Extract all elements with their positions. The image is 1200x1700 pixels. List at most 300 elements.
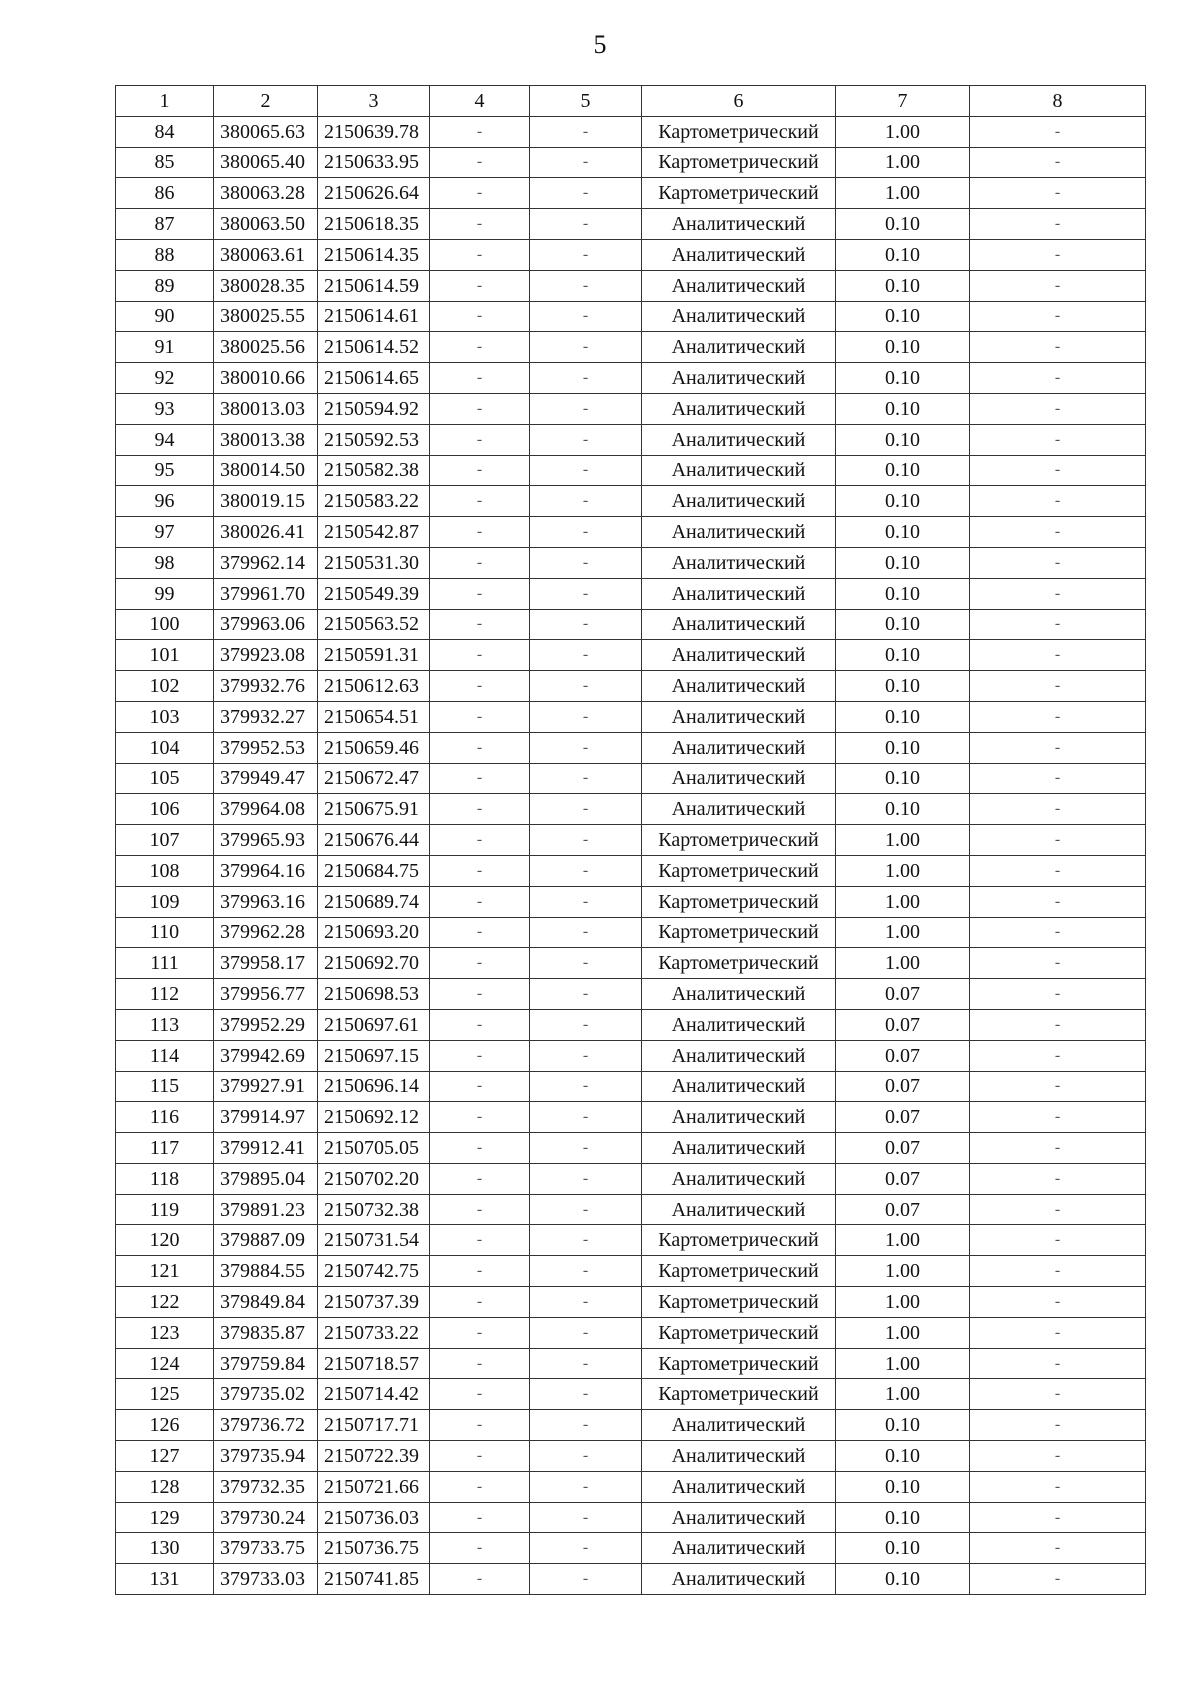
cell-col-4: - <box>430 1102 530 1133</box>
cell-coord-x: 380063.28 <box>214 178 318 209</box>
cell-method: Аналитический <box>642 1410 836 1441</box>
cell-accuracy: 0.10 <box>836 1441 970 1472</box>
cell-col-8: - <box>970 363 1146 394</box>
cell-method: Аналитический <box>642 239 836 270</box>
cell-method: Картометрический <box>642 178 836 209</box>
cell-method: Аналитический <box>642 1163 836 1194</box>
cell-method: Картометрический <box>642 1256 836 1287</box>
cell-accuracy: 1.00 <box>836 1225 970 1256</box>
cell-col-5: - <box>530 1225 642 1256</box>
table-row <box>116 116 1146 147</box>
table-row <box>116 455 1146 486</box>
cell-accuracy: 0.10 <box>836 1533 970 1564</box>
cell-coord-y: 2150675.91 <box>318 794 430 825</box>
cell-col-8: - <box>970 1471 1146 1502</box>
cell-coord-x: 380014.50 <box>214 455 318 486</box>
cell-method: Аналитический <box>642 1194 836 1225</box>
cell-col-8: - <box>970 517 1146 548</box>
cell-accuracy: 0.07 <box>836 1133 970 1164</box>
cell-method: Аналитический <box>642 671 836 702</box>
cell-point-number: 115 <box>116 1071 214 1102</box>
cell-col-5: - <box>530 855 642 886</box>
cell-col-4: - <box>430 1163 530 1194</box>
cell-point-number: 125 <box>116 1379 214 1410</box>
cell-col-4: - <box>430 1225 530 1256</box>
cell-point-number: 94 <box>116 424 214 455</box>
table-row <box>116 732 1146 763</box>
cell-col-5: - <box>530 640 642 671</box>
column-header-6: 6 <box>642 86 836 117</box>
cell-col-8: - <box>970 917 1146 948</box>
table-row <box>116 1009 1146 1040</box>
cell-col-4: - <box>430 363 530 394</box>
cell-col-5: - <box>530 979 642 1010</box>
cell-col-8: - <box>970 1564 1146 1595</box>
cell-point-number: 93 <box>116 393 214 424</box>
cell-method: Картометрический <box>642 855 836 886</box>
cell-coord-x: 379964.16 <box>214 855 318 886</box>
cell-accuracy: 0.10 <box>836 424 970 455</box>
cell-col-5: - <box>530 517 642 548</box>
cell-col-4: - <box>430 424 530 455</box>
cell-method: Аналитический <box>642 578 836 609</box>
cell-coord-y: 2150531.30 <box>318 547 430 578</box>
cell-col-5: - <box>530 1564 642 1595</box>
cell-coord-x: 379932.27 <box>214 701 318 732</box>
cell-coord-x: 379958.17 <box>214 948 318 979</box>
cell-point-number: 91 <box>116 332 214 363</box>
cell-coord-y: 2150659.46 <box>318 732 430 763</box>
cell-col-8: - <box>970 794 1146 825</box>
cell-col-8: - <box>970 1256 1146 1287</box>
cell-coord-y: 2150714.42 <box>318 1379 430 1410</box>
cell-coord-y: 2150696.14 <box>318 1071 430 1102</box>
cell-col-4: - <box>430 239 530 270</box>
cell-col-8: - <box>970 1317 1146 1348</box>
cell-col-8: - <box>970 1194 1146 1225</box>
cell-point-number: 88 <box>116 239 214 270</box>
cell-coord-x: 379962.14 <box>214 547 318 578</box>
cell-col-8: - <box>970 640 1146 671</box>
cell-col-4: - <box>430 1194 530 1225</box>
cell-method: Аналитический <box>642 547 836 578</box>
cell-col-4: - <box>430 1071 530 1102</box>
cell-col-5: - <box>530 301 642 332</box>
table-row <box>116 517 1146 548</box>
cell-col-5: - <box>530 1102 642 1133</box>
cell-method: Аналитический <box>642 1564 836 1595</box>
cell-accuracy: 0.07 <box>836 1194 970 1225</box>
cell-accuracy: 1.00 <box>836 1379 970 1410</box>
cell-point-number: 98 <box>116 547 214 578</box>
cell-method: Аналитический <box>642 1533 836 1564</box>
cell-col-5: - <box>530 886 642 917</box>
cell-col-5: - <box>530 424 642 455</box>
cell-accuracy: 1.00 <box>836 178 970 209</box>
cell-accuracy: 0.10 <box>836 763 970 794</box>
cell-col-8: - <box>970 270 1146 301</box>
cell-col-4: - <box>430 640 530 671</box>
cell-coord-y: 2150718.57 <box>318 1348 430 1379</box>
cell-coord-y: 2150676.44 <box>318 825 430 856</box>
table-row <box>116 332 1146 363</box>
cell-coord-y: 2150542.87 <box>318 517 430 548</box>
table-header-row <box>116 86 1146 117</box>
cell-col-4: - <box>430 979 530 1010</box>
cell-method: Аналитический <box>642 1502 836 1533</box>
cell-col-4: - <box>430 547 530 578</box>
cell-coord-y: 2150732.38 <box>318 1194 430 1225</box>
cell-coord-y: 2150736.03 <box>318 1502 430 1533</box>
cell-accuracy: 0.10 <box>836 578 970 609</box>
cell-accuracy: 1.00 <box>836 1317 970 1348</box>
cell-coord-x: 379962.28 <box>214 917 318 948</box>
cell-method: Аналитический <box>642 1102 836 1133</box>
cell-point-number: 117 <box>116 1133 214 1164</box>
cell-coord-y: 2150583.22 <box>318 486 430 517</box>
table-row <box>116 393 1146 424</box>
table-row <box>116 1225 1146 1256</box>
cell-col-8: - <box>970 1502 1146 1533</box>
cell-col-8: - <box>970 393 1146 424</box>
cell-method: Аналитический <box>642 732 836 763</box>
cell-coord-x: 379923.08 <box>214 640 318 671</box>
cell-accuracy: 1.00 <box>836 855 970 886</box>
cell-col-5: - <box>530 239 642 270</box>
cell-col-5: - <box>530 1071 642 1102</box>
cell-method: Аналитический <box>642 1441 836 1472</box>
cell-col-8: - <box>970 424 1146 455</box>
cell-coord-x: 380065.63 <box>214 116 318 147</box>
column-header-5: 5 <box>530 86 642 117</box>
cell-coord-y: 2150721.66 <box>318 1471 430 1502</box>
cell-col-8: - <box>970 147 1146 178</box>
cell-col-5: - <box>530 1533 642 1564</box>
cell-col-8: - <box>970 1410 1146 1441</box>
cell-point-number: 126 <box>116 1410 214 1441</box>
cell-accuracy: 0.07 <box>836 1163 970 1194</box>
table-body <box>116 116 1146 1594</box>
cell-method: Аналитический <box>642 363 836 394</box>
cell-col-8: - <box>970 701 1146 732</box>
cell-method: Аналитический <box>642 609 836 640</box>
cell-col-4: - <box>430 578 530 609</box>
cell-coord-y: 2150618.35 <box>318 209 430 240</box>
cell-col-4: - <box>430 1348 530 1379</box>
cell-accuracy: 0.10 <box>836 455 970 486</box>
cell-accuracy: 0.10 <box>836 609 970 640</box>
cell-col-4: - <box>430 671 530 702</box>
cell-col-5: - <box>530 1441 642 1472</box>
cell-method: Аналитический <box>642 270 836 301</box>
cell-point-number: 130 <box>116 1533 214 1564</box>
cell-coord-x: 379733.75 <box>214 1533 318 1564</box>
cell-coord-y: 2150639.78 <box>318 116 430 147</box>
cell-coord-y: 2150614.35 <box>318 239 430 270</box>
cell-method: Картометрический <box>642 825 836 856</box>
cell-accuracy: 1.00 <box>836 948 970 979</box>
table-row <box>116 825 1146 856</box>
cell-col-4: - <box>430 1133 530 1164</box>
cell-col-8: - <box>970 732 1146 763</box>
cell-point-number: 120 <box>116 1225 214 1256</box>
cell-col-5: - <box>530 1317 642 1348</box>
cell-coord-y: 2150742.75 <box>318 1256 430 1287</box>
cell-col-4: - <box>430 1441 530 1472</box>
column-header-3: 3 <box>318 86 430 117</box>
cell-coord-x: 379912.41 <box>214 1133 318 1164</box>
cell-method: Картометрический <box>642 1287 836 1318</box>
cell-col-8: - <box>970 948 1146 979</box>
cell-col-5: - <box>530 332 642 363</box>
cell-accuracy: 0.10 <box>836 239 970 270</box>
cell-point-number: 127 <box>116 1441 214 1472</box>
cell-col-5: - <box>530 732 642 763</box>
table-row <box>116 578 1146 609</box>
cell-method: Картометрический <box>642 917 836 948</box>
cell-accuracy: 0.10 <box>836 794 970 825</box>
table-row <box>116 1379 1146 1410</box>
cell-point-number: 106 <box>116 794 214 825</box>
cell-col-4: - <box>430 393 530 424</box>
table-row <box>116 547 1146 578</box>
cell-col-4: - <box>430 1256 530 1287</box>
cell-point-number: 87 <box>116 209 214 240</box>
cell-col-4: - <box>430 1502 530 1533</box>
cell-accuracy: 0.10 <box>836 547 970 578</box>
table-row <box>116 1256 1146 1287</box>
cell-coord-x: 380026.41 <box>214 517 318 548</box>
cell-col-5: - <box>530 794 642 825</box>
cell-col-4: - <box>430 825 530 856</box>
cell-coord-y: 2150692.70 <box>318 948 430 979</box>
cell-point-number: 86 <box>116 178 214 209</box>
table-row <box>116 948 1146 979</box>
cell-coord-y: 2150672.47 <box>318 763 430 794</box>
cell-col-5: - <box>530 825 642 856</box>
table-row <box>116 239 1146 270</box>
cell-col-8: - <box>970 1102 1146 1133</box>
cell-col-4: - <box>430 270 530 301</box>
table-row <box>116 1071 1146 1102</box>
cell-coord-y: 2150722.39 <box>318 1441 430 1472</box>
cell-col-8: - <box>970 1441 1146 1472</box>
cell-coord-y: 2150549.39 <box>318 578 430 609</box>
cell-point-number: 96 <box>116 486 214 517</box>
cell-coord-y: 2150563.52 <box>318 609 430 640</box>
cell-col-5: - <box>530 948 642 979</box>
cell-coord-y: 2150592.53 <box>318 424 430 455</box>
cell-accuracy: 0.10 <box>836 1471 970 1502</box>
cell-coord-x: 379963.16 <box>214 886 318 917</box>
table-row <box>116 1040 1146 1071</box>
cell-method: Аналитический <box>642 486 836 517</box>
cell-col-8: - <box>970 178 1146 209</box>
cell-point-number: 129 <box>116 1502 214 1533</box>
cell-coord-x: 379735.02 <box>214 1379 318 1410</box>
cell-col-4: - <box>430 332 530 363</box>
cell-col-4: - <box>430 1533 530 1564</box>
cell-col-8: - <box>970 1225 1146 1256</box>
cell-point-number: 121 <box>116 1256 214 1287</box>
cell-col-4: - <box>430 732 530 763</box>
cell-accuracy: 0.10 <box>836 517 970 548</box>
column-header-7: 7 <box>836 86 970 117</box>
cell-col-5: - <box>530 1256 642 1287</box>
table-row <box>116 1194 1146 1225</box>
cell-col-5: - <box>530 1163 642 1194</box>
cell-point-number: 122 <box>116 1287 214 1318</box>
cell-col-5: - <box>530 147 642 178</box>
cell-col-4: - <box>430 1564 530 1595</box>
column-header-2: 2 <box>214 86 318 117</box>
cell-col-5: - <box>530 1502 642 1533</box>
cell-coord-x: 379965.93 <box>214 825 318 856</box>
cell-point-number: 124 <box>116 1348 214 1379</box>
cell-coord-x: 380063.50 <box>214 209 318 240</box>
cell-coord-y: 2150697.61 <box>318 1009 430 1040</box>
table-row <box>116 609 1146 640</box>
cell-coord-x: 380065.40 <box>214 147 318 178</box>
cell-coord-x: 379759.84 <box>214 1348 318 1379</box>
cell-point-number: 102 <box>116 671 214 702</box>
cell-accuracy: 1.00 <box>836 886 970 917</box>
table-row <box>116 1133 1146 1164</box>
cell-point-number: 103 <box>116 701 214 732</box>
cell-col-4: - <box>430 948 530 979</box>
table-row <box>116 1533 1146 1564</box>
table-row <box>116 1502 1146 1533</box>
cell-coord-x: 379952.53 <box>214 732 318 763</box>
table-row <box>116 701 1146 732</box>
cell-point-number: 100 <box>116 609 214 640</box>
cell-point-number: 109 <box>116 886 214 917</box>
cell-point-number: 118 <box>116 1163 214 1194</box>
cell-col-4: - <box>430 116 530 147</box>
cell-coord-y: 2150692.12 <box>318 1102 430 1133</box>
cell-coord-x: 379849.84 <box>214 1287 318 1318</box>
cell-col-8: - <box>970 578 1146 609</box>
cell-coord-y: 2150654.51 <box>318 701 430 732</box>
cell-col-5: - <box>530 209 642 240</box>
cell-col-8: - <box>970 979 1146 1010</box>
cell-accuracy: 1.00 <box>836 1348 970 1379</box>
cell-col-5: - <box>530 578 642 609</box>
cell-method: Аналитический <box>642 1009 836 1040</box>
cell-col-4: - <box>430 147 530 178</box>
cell-point-number: 112 <box>116 979 214 1010</box>
cell-coord-y: 2150612.63 <box>318 671 430 702</box>
table-row <box>116 979 1146 1010</box>
cell-method: Аналитический <box>642 517 836 548</box>
cell-coord-x: 380063.61 <box>214 239 318 270</box>
cell-col-8: - <box>970 455 1146 486</box>
cell-point-number: 99 <box>116 578 214 609</box>
cell-coord-x: 379964.08 <box>214 794 318 825</box>
cell-coord-y: 2150689.74 <box>318 886 430 917</box>
cell-col-5: - <box>530 1379 642 1410</box>
cell-col-5: - <box>530 609 642 640</box>
cell-point-number: 105 <box>116 763 214 794</box>
table-row <box>116 1410 1146 1441</box>
cell-point-number: 119 <box>116 1194 214 1225</box>
cell-col-5: - <box>530 1133 642 1164</box>
cell-coord-x: 380028.35 <box>214 270 318 301</box>
cell-coord-y: 2150684.75 <box>318 855 430 886</box>
table-row <box>116 147 1146 178</box>
cell-coord-x: 379932.76 <box>214 671 318 702</box>
cell-coord-y: 2150741.85 <box>318 1564 430 1595</box>
cell-col-5: - <box>530 763 642 794</box>
cell-col-8: - <box>970 332 1146 363</box>
cell-coord-y: 2150614.65 <box>318 363 430 394</box>
cell-col-5: - <box>530 701 642 732</box>
cell-coord-x: 380010.66 <box>214 363 318 394</box>
cell-accuracy: 1.00 <box>836 825 970 856</box>
cell-coord-y: 2150717.71 <box>318 1410 430 1441</box>
cell-coord-y: 2150702.20 <box>318 1163 430 1194</box>
cell-coord-x: 379949.47 <box>214 763 318 794</box>
table-row <box>116 209 1146 240</box>
column-header-4: 4 <box>430 86 530 117</box>
cell-col-4: - <box>430 609 530 640</box>
cell-col-4: - <box>430 517 530 548</box>
cell-point-number: 116 <box>116 1102 214 1133</box>
cell-accuracy: 0.10 <box>836 732 970 763</box>
cell-col-8: - <box>970 301 1146 332</box>
cell-col-5: - <box>530 1009 642 1040</box>
table-row <box>116 301 1146 332</box>
cell-col-5: - <box>530 270 642 301</box>
cell-coord-x: 379963.06 <box>214 609 318 640</box>
cell-col-5: - <box>530 116 642 147</box>
cell-point-number: 123 <box>116 1317 214 1348</box>
table-row <box>116 1441 1146 1472</box>
cell-col-4: - <box>430 209 530 240</box>
table-row <box>116 363 1146 394</box>
cell-coord-x: 380025.55 <box>214 301 318 332</box>
cell-point-number: 108 <box>116 855 214 886</box>
cell-accuracy: 0.10 <box>836 1502 970 1533</box>
cell-point-number: 113 <box>116 1009 214 1040</box>
cell-coord-y: 2150614.59 <box>318 270 430 301</box>
cell-accuracy: 0.07 <box>836 979 970 1010</box>
cell-coord-x: 379887.09 <box>214 1225 318 1256</box>
cell-col-8: - <box>970 855 1146 886</box>
table-row <box>116 486 1146 517</box>
column-header-1: 1 <box>116 86 214 117</box>
cell-col-8: - <box>970 1287 1146 1318</box>
table-row <box>116 855 1146 886</box>
cell-col-8: - <box>970 1379 1146 1410</box>
cell-col-4: - <box>430 178 530 209</box>
cell-col-8: - <box>970 1071 1146 1102</box>
cell-col-4: - <box>430 1287 530 1318</box>
cell-accuracy: 0.10 <box>836 486 970 517</box>
cell-coord-y: 2150736.75 <box>318 1533 430 1564</box>
cell-coord-y: 2150733.22 <box>318 1317 430 1348</box>
cell-point-number: 114 <box>116 1040 214 1071</box>
table-row <box>116 794 1146 825</box>
column-header-8: 8 <box>970 86 1146 117</box>
cell-coord-x: 379942.69 <box>214 1040 318 1071</box>
cell-method: Аналитический <box>642 209 836 240</box>
cell-method: Аналитический <box>642 763 836 794</box>
cell-method: Картометрический <box>642 147 836 178</box>
cell-col-8: - <box>970 547 1146 578</box>
cell-coord-x: 380025.56 <box>214 332 318 363</box>
cell-accuracy: 0.10 <box>836 393 970 424</box>
